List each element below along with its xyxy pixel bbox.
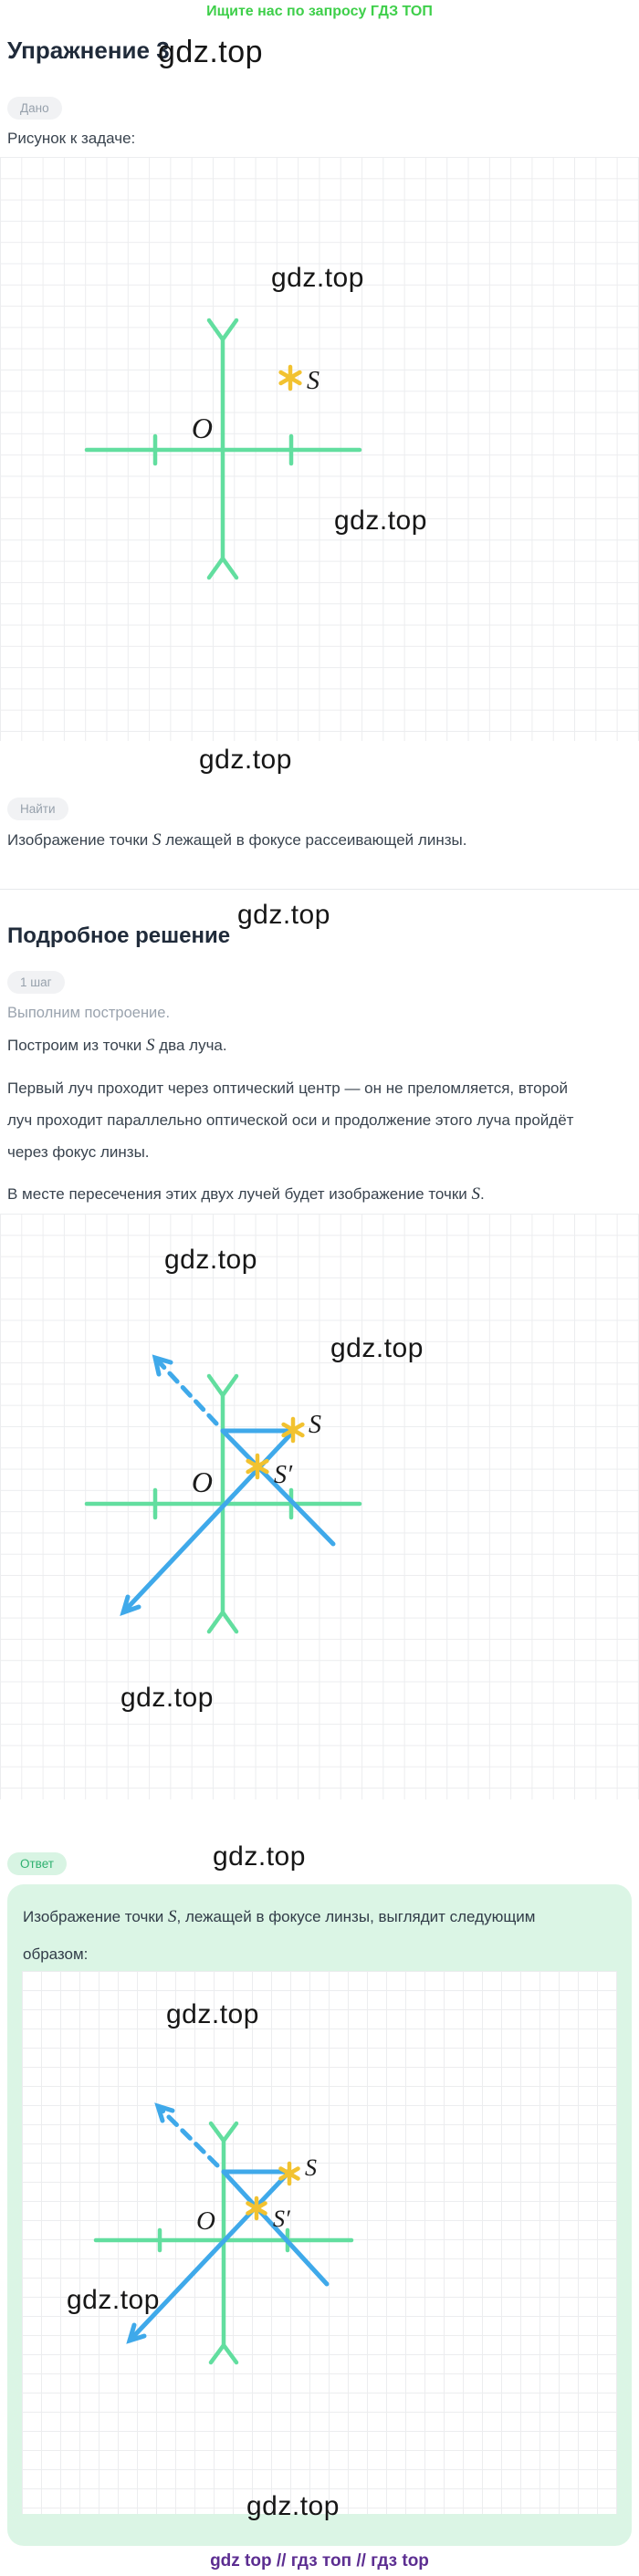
label-S: S	[309, 1411, 321, 1439]
label-S-image: S′	[273, 2206, 290, 2232]
section-divider	[0, 889, 639, 890]
watermark: gdz.top	[158, 35, 264, 69]
find-text	[7, 830, 466, 850]
p2-line-2: луч проходит параллельно оптической оси и продолжение этого луча пройдёт	[7, 1111, 574, 1129]
answer-line-1	[23, 1907, 607, 1945]
diagram-3-answer-figure	[22, 1971, 617, 2514]
watermark: gdz.top	[164, 1245, 257, 1275]
watermark: gdz.top	[237, 900, 330, 930]
diagram-1-lens-figure	[0, 157, 639, 741]
answer-line-2: образом:	[23, 1945, 89, 1963]
label-O: O	[191, 1465, 213, 1498]
answer-line1-math-S: S	[168, 1907, 177, 1926]
watermark: gdz.top	[166, 1999, 259, 2029]
find-badge: Найти	[7, 798, 68, 820]
watermark: gdz.top	[246, 2491, 340, 2521]
find-text-pre: Изображение точки	[7, 831, 153, 849]
page-title: Упражнение 3	[7, 37, 170, 64]
given-badge: Дано	[7, 97, 62, 120]
label-S-image: S′	[274, 1461, 293, 1489]
top-promo-link[interactable]: Ищите нас по запросу ГДЗ ТОП	[206, 4, 433, 19]
answer-line1-pre: Изображение точки	[23, 1908, 169, 1925]
p2-line-3: через фокус линзы.	[7, 1143, 150, 1161]
p1-pre: Построим из точки	[7, 1037, 146, 1054]
backward-extension-dashed-ray	[158, 2106, 217, 2165]
diagram-2-construction	[0, 1214, 639, 1799]
lens-top-arrow	[209, 320, 236, 339]
lens-top-arrow	[211, 2123, 236, 2141]
lens-top-arrow	[209, 1376, 236, 1395]
p3-pre: В месте пересечения этих двух лучей будет изображение точки	[7, 1185, 472, 1203]
watermark: gdz.top	[271, 263, 364, 293]
p2-line-1: Первый луч проходит через оптический центр — он не преломляется, второй	[7, 1079, 568, 1097]
central-ray	[123, 1431, 294, 1612]
solution-paragraph-1	[7, 1036, 227, 1056]
step-badge: 1 шаг	[7, 971, 65, 994]
watermark: gdz.top	[334, 506, 427, 536]
p1-post: два луча.	[154, 1037, 227, 1054]
solution-paragraph-3	[7, 1184, 485, 1205]
solution-heading: Подробное решение	[7, 923, 231, 948]
p1-math-S: S	[145, 1036, 155, 1055]
solution-paragraph-2	[7, 1079, 637, 1175]
figure-caption: Рисунок к задаче:	[7, 130, 136, 147]
p3-post: .	[480, 1185, 485, 1203]
find-text-post: лежащей в фокусе рассеивающей линзы.	[161, 831, 467, 849]
watermark: gdz.top	[330, 1333, 424, 1363]
label-S: S	[307, 367, 320, 395]
p3-math-S: S	[471, 1184, 481, 1204]
label-O: O	[191, 412, 213, 444]
watermark: gdz.top	[67, 2285, 160, 2315]
label-O: O	[196, 2206, 215, 2236]
watermark: gdz.top	[213, 1841, 306, 1872]
answer-badge: Ответ	[7, 1852, 67, 1875]
diagram-2-grid	[0, 1214, 639, 1799]
backward-extension-dashed-ray	[155, 1358, 216, 1424]
point-s-star	[281, 367, 300, 389]
footer-links[interactable]: gdz top // гдз топ // гдз top	[210, 2551, 429, 2571]
diagram-1-grid	[0, 157, 639, 741]
label-S: S	[305, 2154, 317, 2181]
watermark: gdz.top	[120, 1683, 214, 1713]
lens-bottom-arrow	[211, 2345, 236, 2362]
lens-bottom-arrow	[209, 1612, 236, 1632]
diagram-3-grid	[22, 1971, 617, 2514]
answer-line1-post: , лежащей в фокусе линзы, выглядит следующим	[176, 1908, 536, 1925]
find-text-math-S: S	[152, 830, 162, 850]
watermark: gdz.top	[199, 745, 292, 775]
lens-bottom-arrow	[209, 558, 236, 578]
step-note: Выполним построение.	[7, 1005, 171, 1021]
